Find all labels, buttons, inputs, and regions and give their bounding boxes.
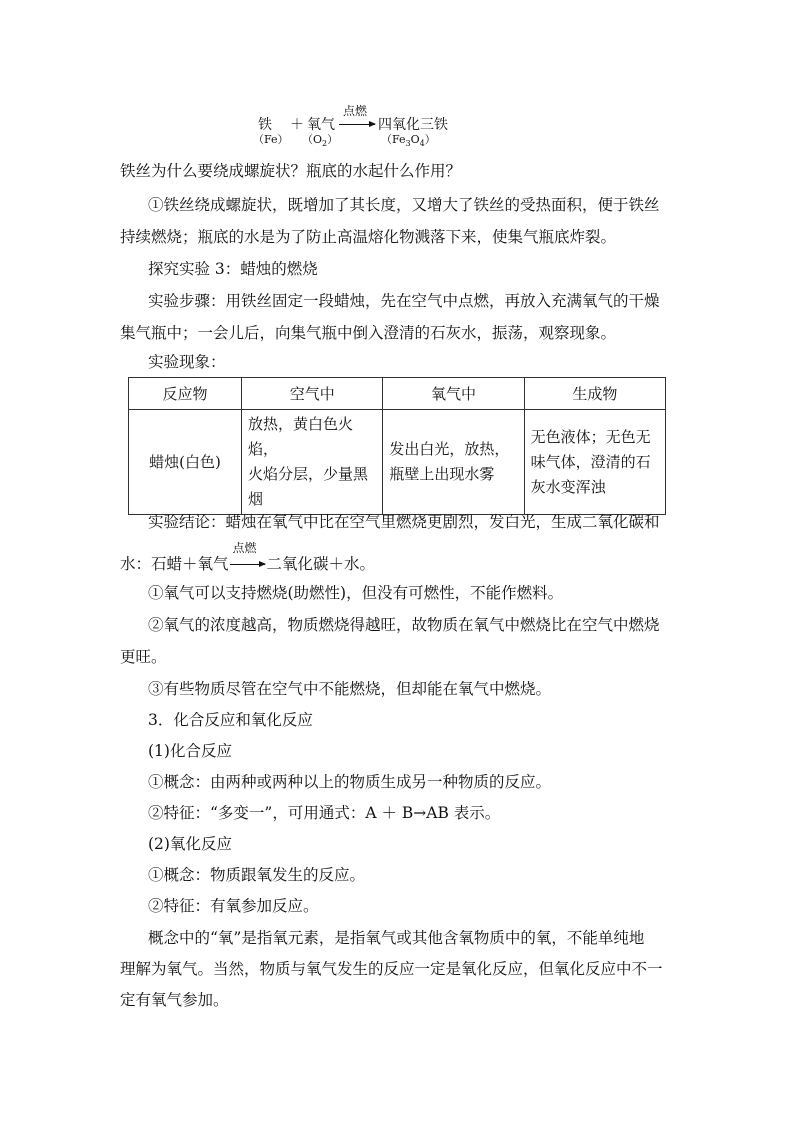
conclusion-condition: 点燃 bbox=[232, 541, 257, 555]
eq-arrow bbox=[339, 124, 375, 125]
note-line-2: 理解为氧气。当然，物质与氧气发生的反应一定是氧化反应，但氧化反应中不一 bbox=[120, 960, 663, 978]
eq-plus: ＋ bbox=[290, 117, 304, 133]
cell-in-oxygen bbox=[383, 410, 524, 515]
table-row bbox=[129, 410, 666, 515]
arrow-line bbox=[230, 564, 265, 565]
conclusion-products: 二氧化碳＋水。 bbox=[266, 555, 376, 573]
cell-in-oxygen-line: 瓶壁上出现水雾 bbox=[389, 465, 495, 483]
header-in-oxygen: 氧气中 bbox=[383, 378, 524, 410]
header-reactant: 反应物 bbox=[129, 378, 242, 410]
combination-feature: ②特征：“多变一”，可用通式：A ＋ B→AB 表示。 bbox=[148, 804, 501, 822]
answer-line-2: 持续燃烧；瓶底的水是为了防止高温熔化物溅落下来，使集气瓶底炸裂。 bbox=[120, 228, 617, 246]
subsection-oxidation: (2)氧化反应 bbox=[148, 835, 232, 853]
oxidation-feature: ②特征：有氧参加反应。 bbox=[148, 897, 319, 915]
question-line: 铁丝为什么要绕成螺旋状？瓶底的水起什么作用？ bbox=[120, 162, 462, 180]
subsection-combination: (1)化合反应 bbox=[148, 742, 232, 760]
phenomena-label: 实验现象： bbox=[148, 353, 226, 371]
conclusion-line-1: 实验结论：蜡烛在氧气中比在空气里燃烧更剧烈，发白光，生成二氧化碳和 bbox=[148, 513, 660, 531]
oxidation-concept: ①概念：物质跟氧发生的反应。 bbox=[148, 866, 366, 884]
eq-product: 四氧化三铁 bbox=[378, 117, 448, 133]
combination-concept: ①概念：由两种或两种以上的物质生成另一种物质的反应。 bbox=[148, 773, 552, 791]
experiment-3-title: 探究实验 3：蜡烛的燃烧 bbox=[148, 260, 318, 278]
table-header-row bbox=[129, 378, 666, 410]
note-line-3: 定有氧气参加。 bbox=[120, 991, 229, 1009]
cell-product-line: 味气体，澄清的石 bbox=[530, 452, 651, 471]
note-line-1: 概念中的“氧”是指氧元素，是指氧气或其他含氧物质中的氧，不能单纯地 bbox=[148, 929, 645, 947]
cell-in-air-line: 烟 bbox=[248, 490, 264, 508]
eq-formula-fe: （Fe） bbox=[253, 133, 289, 146]
eq-condition: 点燃 bbox=[343, 104, 368, 118]
answer-line-1: ①铁丝绕成螺旋状，既增加了其长度，又增大了铁丝的受热面积，便于铁丝 bbox=[148, 196, 660, 214]
cell-in-oxygen-line: 发出白光，放热， bbox=[389, 440, 510, 458]
cell-in-air bbox=[242, 410, 383, 515]
point-2-line-1: ②氧气的浓度越高，物质燃烧得越旺，故物质在氧气中燃烧比在空气中燃烧 bbox=[148, 616, 660, 634]
point-1: ①氧气可以支持燃烧(助燃性)，但没有可燃性，不能作燃料。 bbox=[148, 584, 564, 602]
cell-product-line: 灰水变浑浊 bbox=[530, 477, 606, 496]
experiment-table bbox=[128, 377, 666, 515]
section-3-title: 3．化合反应和氧化反应 bbox=[148, 711, 313, 729]
header-product: 生成物 bbox=[524, 378, 665, 410]
conclusion-reactants: 水：石蜡＋氧气 bbox=[120, 555, 229, 573]
cell-product bbox=[524, 410, 665, 515]
point-3: ③有些物质尽管在空气中不能燃烧，但却能在氧气中燃烧。 bbox=[148, 680, 552, 698]
cell-reactant: 蜡烛(白色) bbox=[129, 410, 242, 515]
cell-in-air-line: 放热，黄白色火焰， bbox=[248, 415, 354, 458]
conclusion-arrow bbox=[229, 541, 267, 574]
conclusion-line-2 bbox=[120, 541, 376, 574]
cell-product-line: 无色液体；无色无 bbox=[530, 427, 651, 446]
point-2-line-2: 更旺。 bbox=[120, 648, 167, 666]
steps-line-2: 集气瓶中；一会儿后，向集气瓶中倒入澄清的石灰水，振荡，观察现象。 bbox=[120, 324, 617, 342]
eq-reactant-oxygen: 氧气 bbox=[307, 117, 335, 133]
cell-in-air-line: 火焰分层，少量黑 bbox=[248, 465, 369, 483]
header-in-air: 空气中 bbox=[242, 378, 383, 410]
eq-formula-fe3o4: $(Fe_3O_4)$ bbox=[381, 133, 436, 149]
eq-formula-o2: $(O_2)$ bbox=[302, 133, 339, 149]
steps-line-1: 实验步骤：用铁丝固定一段蜡烛，先在空气中点燃，再放入充满氧气的干燥 bbox=[148, 292, 660, 310]
eq-reactant-iron: 铁 bbox=[258, 117, 272, 133]
